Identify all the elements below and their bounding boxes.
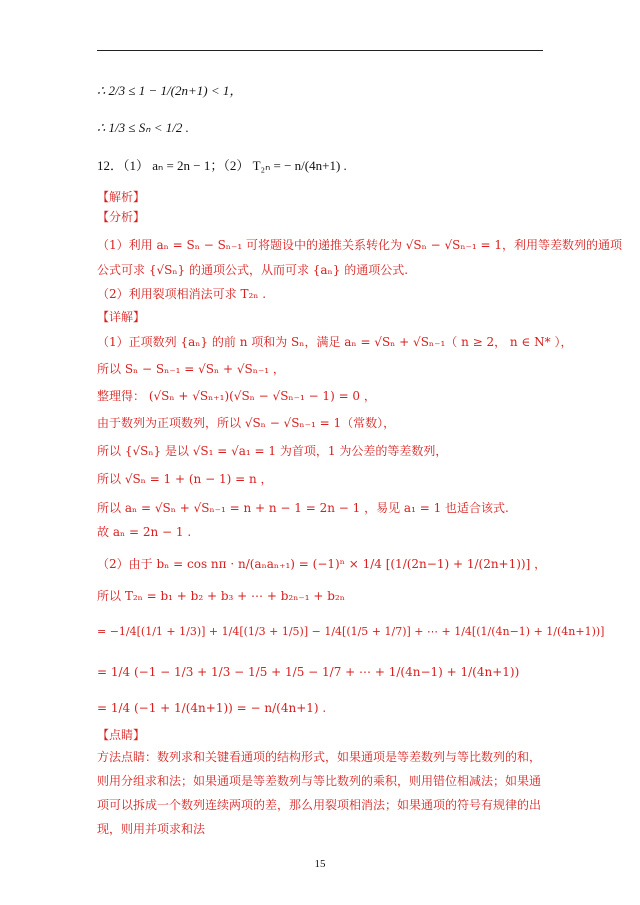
section-dianjing: 【点睛】	[97, 728, 146, 742]
detail-line-7: 所以 aₙ = √Sₙ + √Sₙ₋₁ = n + n − 1 = 2n − 1 ，易见 a₁ = 1 也适合该式.	[97, 501, 509, 515]
method-note: 方法点睛：数列求和关键看通项的结构形式，如果通项是等差数列与等比数列的和，则用分组求和法；如果通项是等差数列与等比数列的乘积，则用错位相减法；如果通项可以拆成一个数列连续两项的差，那么用裂项相消法；如果通项的符号有规律的出现，则用并项求和法	[97, 750, 542, 836]
detail-line-9: （2）由于 bₙ = cos nπ · n/(aₙaₙ₊₁) = (−1)ⁿ × 1/4 [(1/(2n−1) + 1/(2n+1))] ，	[97, 557, 547, 571]
detail-line-13: = 1/4 (−1 + 1/(4n+1)) = − n/(4n+1) .	[97, 701, 327, 715]
detail-line-10: 所以 T₂ₙ = b₁ + b₂ + b₃ + ⋯ + b₂ₙ₋₁ + b₂ₙ	[97, 589, 345, 603]
detail-line-4: 由于数列为正项数列，所以 √Sₙ − √Sₙ₋₁ = 1（常数），	[97, 416, 396, 430]
detail-line-2: 所以 Sₙ − Sₙ₋₁ = √Sₙ + √Sₙ₋₁ ，	[97, 362, 285, 376]
page-number: 15	[314, 858, 326, 870]
header-rule	[97, 50, 543, 51]
detail-line-3: 整理得： (√Sₙ + √Sₙ₊₁)(√Sₙ − √Sₙ₋₁ − 1) = 0 ，	[97, 389, 376, 403]
section-fenxi: 【分析】	[97, 210, 146, 224]
detail-line-8: 故 aₙ = 2n − 1 .	[97, 525, 192, 539]
analysis-line-2: （2）利用裂项相消法可求 T₂ₙ .	[97, 287, 267, 301]
detail-line-6: 所以 √Sₙ = 1 + (n − 1) = n ，	[97, 472, 273, 486]
inequality-line-2: ∴ 1/3 ≤ Sₙ < 1/2 .	[97, 120, 189, 135]
analysis-line-1a: （1）利用 aₙ = Sₙ − Sₙ₋₁ 可将题设中的递推关系转化为 √Sₙ − √Sₙ₋₁ = 1，利用等差数列的通项	[97, 238, 623, 252]
section-jiexi: 【解析】	[97, 190, 146, 204]
detail-line-11: = −1/4[(1/1 + 1/3)] + 1/4[(1/3 + 1/5)] − 1/4[(1/5 + 1/7)] + ⋯ + 1/4[(1/(4n−1) + 1/(4n+1))]	[97, 625, 605, 638]
detail-line-1: （1）正项数列 {aₙ} 的前 n 项和为 Sₙ，满足 aₙ = √Sₙ + √Sₙ₋₁（ n ≥ 2， n ∈ N* ），	[97, 335, 573, 349]
section-xiangjie: 【详解】	[97, 310, 146, 324]
inequality-line-1: ∴ 2/3 ≤ 1 − 1/(2n+1) < 1，	[97, 83, 243, 98]
detail-line-5: 所以 {√Sₙ} 是以 √S₁ = √a₁ = 1 为首项，1 为公差的等差数列，	[97, 444, 448, 458]
analysis-line-1b: 公式可求 {√Sₙ} 的通项公式，从而可求 {aₙ} 的通项公式.	[97, 263, 409, 277]
detail-line-12: = 1/4 (−1 − 1/3 + 1/3 − 1/5 + 1/5 − 1/7 + ⋯ + 1/(4n−1) + 1/(4n+1))	[97, 665, 520, 679]
answer-12: 12．（1） aₙ = 2n − 1；（2） T₂ₙ = − n/(4n+1) .	[97, 158, 347, 173]
